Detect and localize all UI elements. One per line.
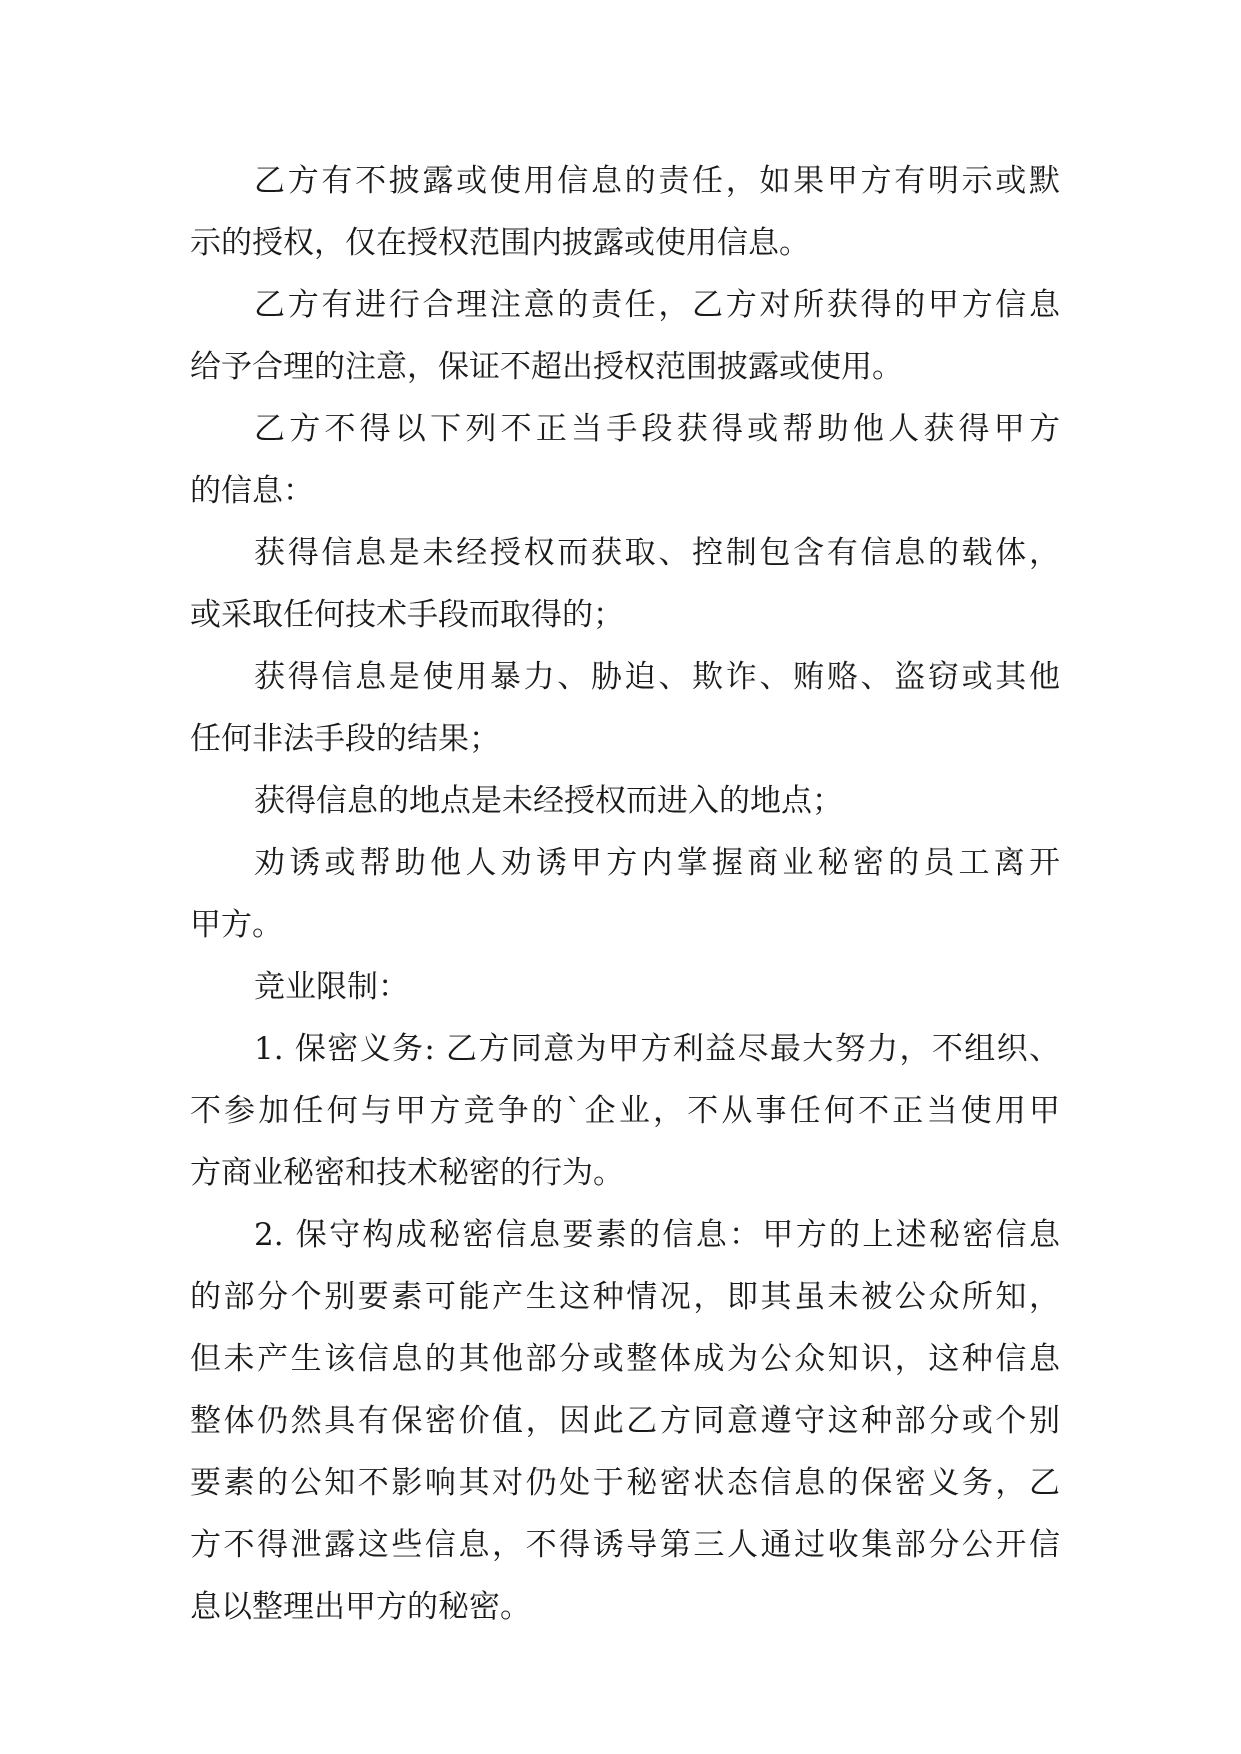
text-line: 乙方有不披露或使用信息的责任，如果甲方有明示或默 [254,163,1060,199]
text-line: 不参加任何与甲方竞争的`企业，不从事任何不正当使用甲 [190,1093,1060,1129]
text-line: 获得信息的地点是未经授权而进入的地点； [254,783,843,819]
text-line: 竞业限制： [254,969,409,1005]
text-line: 示的授权，仅在授权范围内披露或使用信息。 [190,225,810,261]
text-line: 要素的公知不影响其对仍处于秘密状态信息的保密义务，乙 [190,1465,1060,1501]
text-line: 1. 保密义务: 乙方同意为甲方利益尽最大努力，不组织、 [254,1031,1060,1067]
text-line: 整体仍然具有保密价值，因此乙方同意遵守这种部分或个别 [190,1403,1060,1439]
text-line: 的部分个别要素可能产生这种情况，即其虽未被公众所知， [190,1279,1060,1315]
text-line: 方不得泄露这些信息，不得诱导第三人通过收集部分公开信 [190,1527,1060,1563]
text-line: 方商业秘密和技术秘密的行为。 [190,1155,624,1191]
text-line: 给予合理的注意，保证不超出授权范围披露或使用。 [190,349,903,385]
text-line: 的信息： [190,473,314,509]
text-line: 息以整理出甲方的秘密。 [190,1589,531,1625]
text-line: 获得信息是未经授权而获取、控制包含有信息的载体， [254,535,1060,571]
text-line: 乙方不得以下列不正当手段获得或帮助他人获得甲方 [254,411,1060,447]
text-line: 或采取任何技术手段而取得的； [190,597,624,633]
text-line: 乙方有进行合理注意的责任，乙方对所获得的甲方信息 [254,287,1060,323]
text-line: 2. 保守构成秘密信息要素的信息：甲方的上述秘密信息 [254,1217,1060,1253]
text-line: 任何非法手段的结果； [190,721,500,757]
text-line: 劝诱或帮助他人劝诱甲方内掌握商业秘密的员工离开 [254,845,1060,881]
text-line: 甲方。 [190,907,283,943]
document-page [190,150,1060,1638]
text-line: 但未产生该信息的其他部分或整体成为公众知识，这种信息 [190,1341,1060,1377]
text-line: 获得信息是使用暴力、胁迫、欺诈、贿赂、盗窃或其他 [254,659,1060,695]
